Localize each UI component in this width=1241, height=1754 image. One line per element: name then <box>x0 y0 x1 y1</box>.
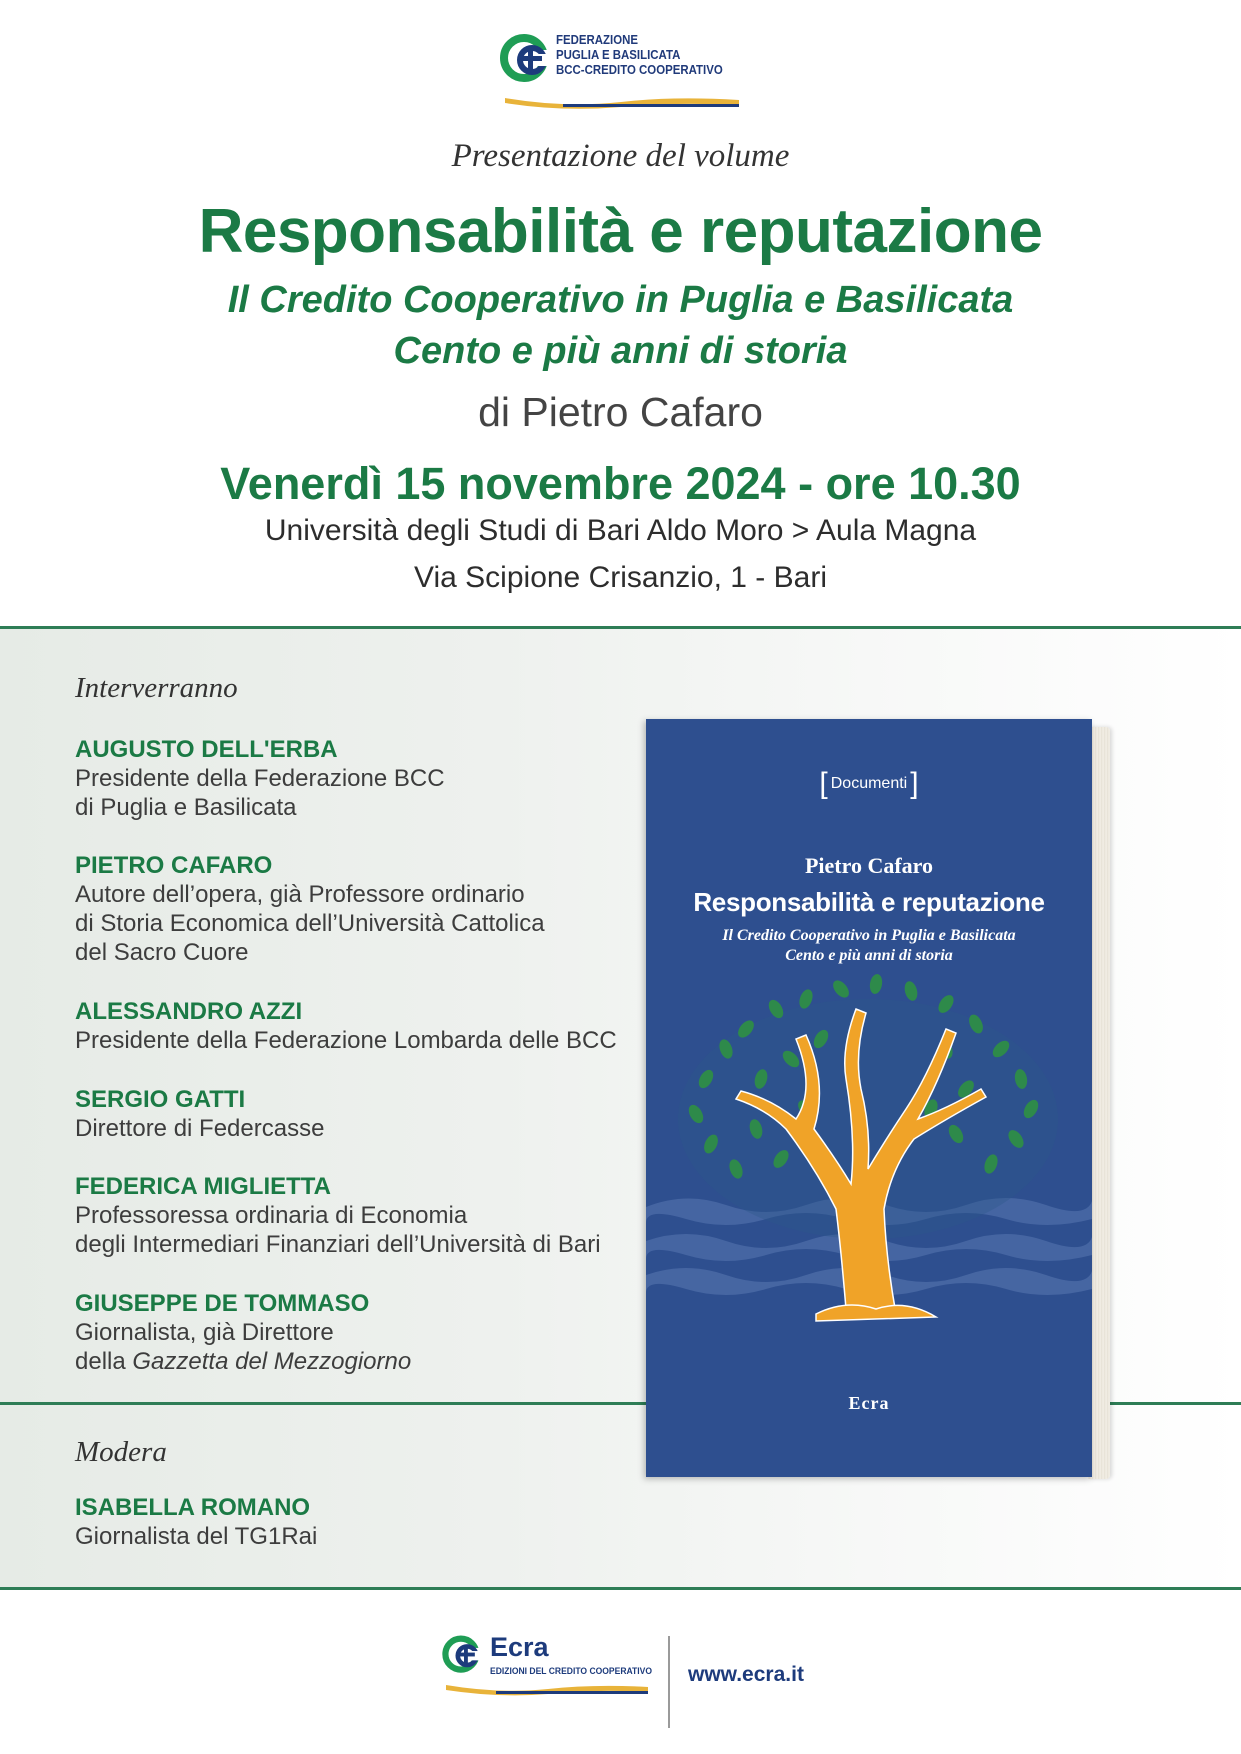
speaker-entry <box>75 1173 675 1259</box>
logo-line-3: BCC-CREDITO COOPERATIVO <box>556 62 723 77</box>
ecra-emblem-icon <box>440 1634 488 1682</box>
speakers-heading: Interverranno <box>75 672 238 704</box>
speaker-entry <box>75 852 675 967</box>
series-name: Documenti <box>830 775 908 792</box>
book-author: di Pietro Cafaro <box>478 389 763 435</box>
speaker-role <box>75 1201 675 1259</box>
moderator-entry <box>75 1494 675 1551</box>
cover-subtitle-2: Cento e più anni di storia <box>785 947 953 964</box>
series-label <box>646 767 1092 801</box>
cover-publisher: Ecra <box>848 1393 890 1413</box>
moderator-role-line: Giornalista del TG1Rai <box>75 1523 318 1550</box>
speaker-role <box>75 1026 675 1055</box>
speaker-name: PIETRO CAFARO <box>75 852 273 879</box>
speaker-entry <box>75 1086 675 1143</box>
federazione-wordmark <box>556 32 723 77</box>
logo-swoosh-icon <box>503 94 741 112</box>
speaker-role-line: Professoressa ordinaria di Economia <box>75 1202 468 1229</box>
ecra-swoosh-icon <box>444 1682 650 1698</box>
speaker-role-line: Presidente della Federazione Lombarda delle BCC <box>75 1027 617 1054</box>
federazione-logo <box>498 32 743 112</box>
divider-top <box>0 626 1241 629</box>
book-cover-image <box>640 715 1120 1505</box>
speaker-name: GIUSEPPE DE TOMMASO <box>75 1290 370 1317</box>
newspaper-name: Gazzetta del Mezzogiorno <box>132 1348 412 1375</box>
speaker-entry <box>75 736 675 822</box>
speaker-role-line: Presidente della Federazione BCC <box>75 765 445 792</box>
subtitle-line-1: Il Credito Cooperativo in Puglia e Basilicata <box>227 279 1014 321</box>
event-address: Via Scipione Crisanzio, 1 - Bari <box>414 561 827 594</box>
page-title: Responsabilità e reputazione <box>198 197 1043 266</box>
moderator-role <box>75 1522 675 1551</box>
speaker-name: ALESSANDRO AZZI <box>75 998 303 1025</box>
book-cover <box>646 719 1092 1477</box>
speaker-name: FEDERICA MIGLIETTA <box>75 1173 331 1200</box>
cover-title: Responsabilità e reputazione <box>693 887 1045 917</box>
speaker-role <box>75 1114 675 1143</box>
speaker-role-line: di Storia Economica dell’Università Cattolica <box>75 910 545 937</box>
speaker-role <box>75 880 675 967</box>
speaker-role-line <box>75 1347 675 1376</box>
moderator-heading: Modera <box>75 1436 167 1468</box>
speaker-role-line: di Puglia e Basilicata <box>75 794 297 821</box>
speaker-role-line: Giornalista, già Direttore <box>75 1319 334 1346</box>
bracket-right-icon: ] <box>910 767 919 800</box>
cover-author: Pietro Cafaro <box>804 853 934 878</box>
logo-line-2: PUGLIA E BASILICATA <box>556 47 681 62</box>
ecra-tagline: EDIZIONI DEL CREDITO COOPERATIVO <box>490 1666 653 1676</box>
event-date-time: Venerdì 15 novembre 2024 - ore 10.30 <box>220 458 1021 509</box>
divider-bottom <box>0 1587 1241 1590</box>
ecra-logo[interactable] <box>440 1630 653 1702</box>
website-link[interactable]: www.ecra.it <box>688 1663 804 1686</box>
speaker-role-line: Direttore di Federcasse <box>75 1115 325 1142</box>
logo-line-1: FEDERAZIONE <box>556 32 638 47</box>
cover-subtitle-1: Il Credito Cooperativo in Puglia e Basilicata <box>722 927 1016 944</box>
speaker-role <box>75 1318 675 1376</box>
event-venue: Università degli Studi di Bari Aldo Moro > Aula Magna <box>264 514 977 547</box>
subtitle-line-2: Cento e più anni di storia <box>393 330 848 372</box>
role-prefix: della <box>75 1348 133 1375</box>
bcc-emblem-icon <box>498 32 558 94</box>
olive-tree-illustration <box>646 969 1092 1359</box>
speaker-name: AUGUSTO DELL'ERBA <box>75 736 338 763</box>
speaker-role <box>75 764 675 822</box>
speaker-role-line: del Sacro Cuore <box>75 939 249 966</box>
bracket-left-icon: [ <box>819 767 828 800</box>
moderator-name: ISABELLA ROMANO <box>75 1494 311 1521</box>
speaker-entry <box>75 998 675 1055</box>
footer-divider <box>668 1636 670 1728</box>
speaker-name: SERGIO GATTI <box>75 1086 246 1113</box>
speaker-role-line: degli Intermediari Finanziari dell’Università di Bari <box>75 1231 601 1258</box>
speaker-role-line: Autore dell’opera, già Professore ordinario <box>75 881 525 908</box>
presentation-intro: Presentazione del volume <box>451 138 790 174</box>
ecra-name: Ecra <box>490 1632 549 1662</box>
speaker-entry <box>75 1290 675 1376</box>
